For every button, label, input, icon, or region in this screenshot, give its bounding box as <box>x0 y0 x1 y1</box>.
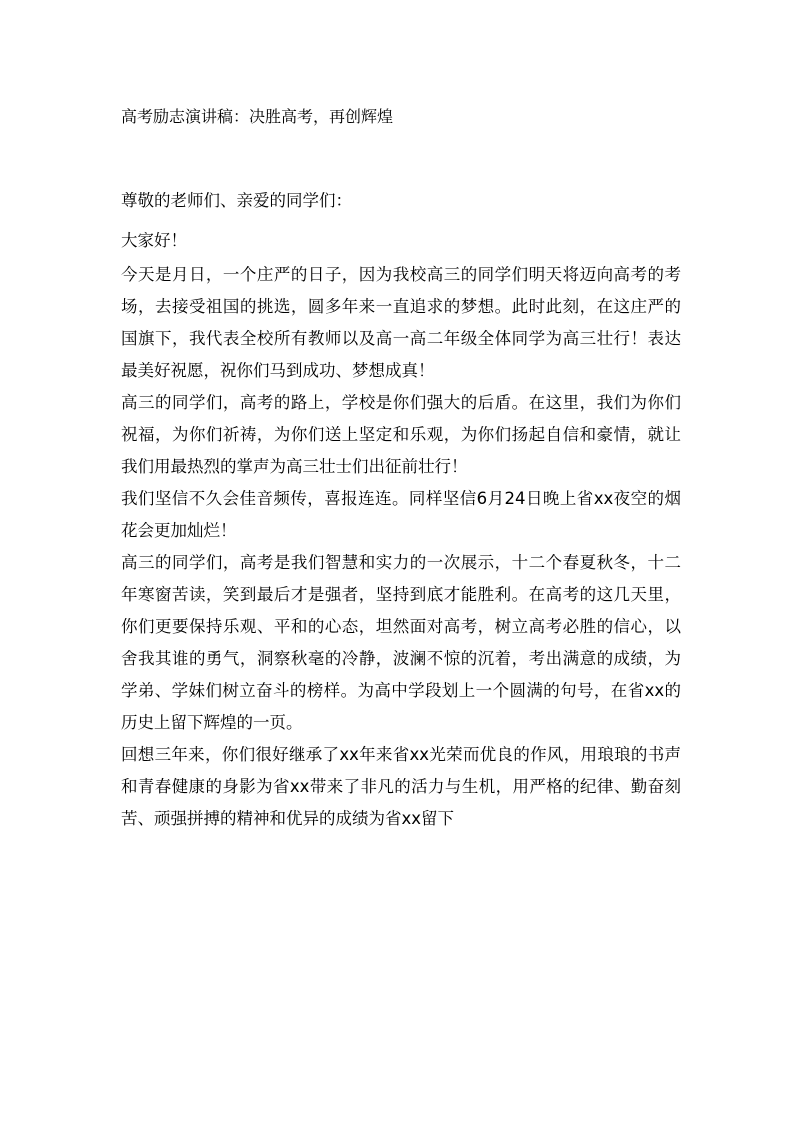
paragraph-support: 高三的同学们，高考的路上，学校是你们强大的后盾。在这里，我们为你们祝福，为你们祈祷，为你们送上坚定和乐观，为你们扬起自信和豪情，就让我们用最热烈的掌声为高三壮士们出征前壮行！ <box>121 393 681 476</box>
speech-body <box>121 259 681 835</box>
salutation: 尊敬的老师们、亲爱的同学们： <box>121 191 352 210</box>
paragraph-exam-advice: 高三的同学们，高考是我们智慧和实力的一次展示，十二个春夏秋冬，十二年寒窗苦读，笑到最后才是强者，坚持到底才能胜利。在高考的这几天里，你们更要保持乐观、平和的心态，坦然面对高考，树立高考必胜的信心，以舍我其谁的勇气，洞察秋毫的冷静，波澜不惊的沉着，考出满意的成绩，为学弟、学妹们树立奋斗的榜样。为高中学段划上一个圆满的句号，在省xx的历史上留下辉煌的一页。 <box>121 553 681 732</box>
greeting: 大家好！ <box>121 231 187 250</box>
paragraph-reflection: 回想三年来，你们很好继承了xx年来省xx光荣而优良的作风，用琅琅的书声和青春健康的身影为省xx带来了非凡的活力与生机，用严格的纪律、勤奋刻苦、顽强拼搏的精神和优异的成绩为省xx留下 <box>121 745 681 828</box>
document-title: 高考励志演讲稿：决胜高考，再创辉煌 <box>121 107 394 126</box>
paragraph-opening: 今天是月日，一个庄严的日子，因为我校高三的同学们明天将迈向高考的考场，去接受祖国的挑选，圆多年来一直追求的梦想。此时此刻，在这庄严的国旗下，我代表全校所有教师以及高一高二年级全体同学为高三壮行！表达最美好祝愿，祝你们马到成功、梦想成真！ <box>121 265 681 380</box>
paragraph-confidence: 我们坚信不久会佳音频传，喜报连连。同样坚信6月24日晚上省xx夜空的烟花会更加灿烂！ <box>121 489 681 540</box>
